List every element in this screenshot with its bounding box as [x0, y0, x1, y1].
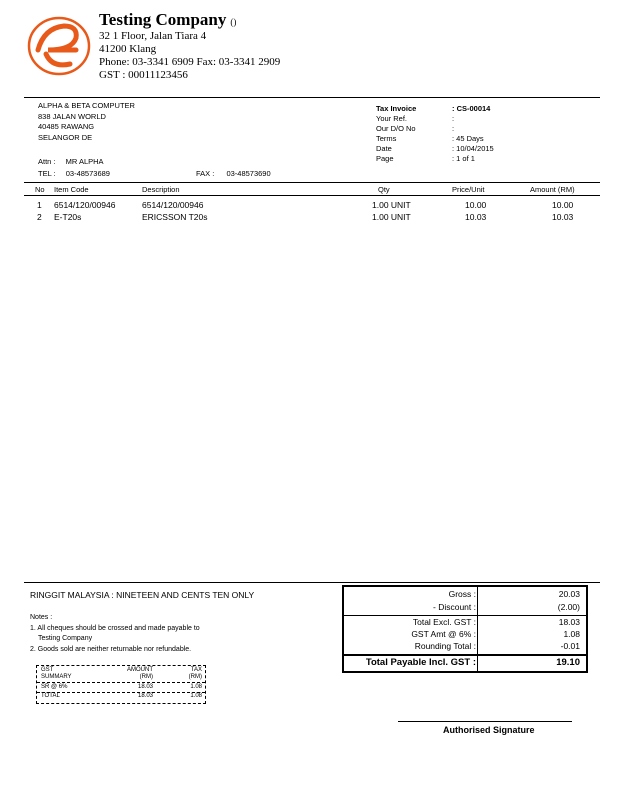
col-header-description: Description	[142, 185, 180, 194]
row-item-code: E-T20s	[54, 212, 82, 222]
row-item-code: 6514/120/00946	[54, 200, 116, 210]
fax-label: FAX :	[196, 169, 215, 178]
note-1a: 1. All cheques should be crossed and made payable to	[30, 624, 200, 632]
gst-r2-tax: 1.08	[190, 693, 202, 699]
payable-label: Total Payable Incl. GST :	[365, 657, 476, 668]
company-phone: Phone: 03-3341 6909 Fax: 03-3341 2909	[99, 56, 281, 68]
label-page: Page	[376, 154, 394, 163]
customer-address-3: SELANGOR DE	[38, 132, 93, 142]
value-our-do-no: :	[452, 124, 455, 133]
company-name-text: Testing Company	[99, 10, 227, 29]
tel-value: 03-48573689	[65, 169, 110, 178]
row-description: 6514/120/00946	[142, 200, 204, 210]
e-swirl-logo-icon	[26, 12, 92, 78]
customer-block	[38, 101, 135, 143]
header-divider	[24, 97, 600, 98]
company-gst: GST : 00011123456	[99, 69, 188, 81]
totals-box	[342, 585, 588, 673]
label-terms: Terms	[376, 134, 397, 143]
gst-divider	[37, 692, 205, 693]
customer-fax	[196, 169, 271, 180]
signature-line	[398, 721, 572, 722]
items-header-bottom-rule	[24, 195, 600, 196]
gst-h1b: SUMMARY	[41, 674, 72, 680]
value-terms: : 45 Days	[452, 134, 484, 143]
customer-name: ALPHA & BETA COMPUTER	[38, 101, 135, 110]
tel-label: TEL :	[38, 169, 56, 178]
value-invoice-no: : CS-00014	[452, 104, 491, 113]
fax-value: 03-48573690	[226, 169, 271, 178]
row-no: 2	[37, 212, 42, 222]
label-our-do-no: Our D/O No	[376, 124, 416, 133]
gst-r2-amount: 18.03	[137, 693, 153, 699]
note-1b: Testing Company	[38, 635, 93, 642]
row-no: 1	[37, 200, 42, 210]
rounding-value: -0.01	[560, 641, 580, 651]
totals-row-gross	[344, 589, 586, 602]
col-header-amount: Amount (RM)	[530, 185, 575, 194]
label-your-ref: Your Ref.	[376, 114, 407, 123]
attn-value: MR ALPHA	[65, 157, 104, 166]
row-amount: 10.00	[552, 200, 574, 210]
gst-amt-value: 1.08	[563, 629, 580, 639]
col-header-item-code: Item Code	[54, 185, 89, 194]
gross-value: 20.03	[558, 589, 580, 599]
gst-h3b: (RM)	[188, 674, 202, 680]
customer-address-1: 838 JALAN WORLD	[38, 111, 106, 121]
row-price: 10.00	[465, 200, 487, 210]
row-description: ERICSSON T20s	[142, 212, 208, 222]
gst-summary-box	[36, 665, 206, 704]
value-your-ref: :	[452, 114, 455, 123]
row-amount: 10.03	[552, 212, 574, 222]
rounding-label: Rounding Total :	[414, 641, 476, 651]
footer-divider	[24, 582, 600, 583]
gst-r1-tax: 1.08	[190, 684, 202, 690]
gst-h1a: GST	[41, 667, 54, 673]
company-name	[99, 10, 236, 30]
excl-gst-label: Total Excl. GST :	[412, 617, 476, 627]
discount-label: - Discount :	[433, 602, 476, 612]
totals-divider	[344, 615, 586, 616]
invoice-info-values	[452, 104, 494, 164]
col-header-price-unit: Price/Unit	[452, 185, 485, 194]
gst-divider	[37, 682, 205, 683]
notes-block	[30, 613, 200, 655]
totals-row-discount	[344, 602, 586, 615]
col-header-qty: Qty	[378, 185, 390, 194]
customer-tel	[38, 169, 110, 180]
payable-value: 19.10	[556, 657, 580, 668]
label-tax-invoice: Tax Invoice	[376, 104, 417, 113]
row-qty: 1.00 UNIT	[372, 212, 411, 222]
col-header-no: No	[35, 185, 45, 194]
label-date: Date	[376, 144, 392, 153]
gst-r1-amount: 18.03	[137, 684, 153, 690]
company-name-suffix: ()	[230, 17, 237, 27]
company-address-2: 41200 Klang	[99, 43, 157, 55]
attn-label: Attn :	[38, 157, 56, 166]
discount-value: (2.00)	[557, 602, 580, 612]
gst-h2b: (RM)	[139, 674, 153, 680]
gst-h3a: TAX	[190, 667, 202, 673]
row-price: 10.03	[465, 212, 487, 222]
company-address-1: 32 1 Floor, Jalan Tiara 4	[99, 30, 207, 42]
customer-address-2: 40485 RAWANG	[38, 122, 95, 131]
items-header-top-rule	[24, 182, 600, 183]
authorised-signature: Authorised Signature	[443, 725, 535, 735]
totals-row-payable	[344, 657, 586, 670]
gst-h2a: AMOUNT	[127, 667, 153, 673]
totals-row-rounding	[344, 641, 586, 654]
value-date: : 10/04/2015	[452, 144, 494, 153]
value-page: : 1 of 1	[452, 154, 475, 163]
invoice-info-labels	[376, 104, 416, 164]
note-2: 2. Goods sold are neither returnable nor refundable.	[30, 645, 192, 653]
gross-label: Gross :	[448, 589, 476, 599]
excl-gst-value: 18.03	[558, 617, 580, 627]
gst-amt-label: GST Amt @ 6% :	[411, 629, 476, 639]
notes-title: Notes :	[30, 614, 53, 621]
amount-in-words: RINGGIT MALAYSIA : NINETEEN AND CENTS TEN ONLY	[30, 590, 255, 600]
gst-r1-label: SR @ 6%	[41, 684, 68, 690]
row-qty: 1.00 UNIT	[372, 200, 411, 210]
totals-divider	[344, 654, 586, 656]
customer-attn	[38, 157, 104, 168]
gst-r2-label: TOTAL	[41, 693, 60, 699]
